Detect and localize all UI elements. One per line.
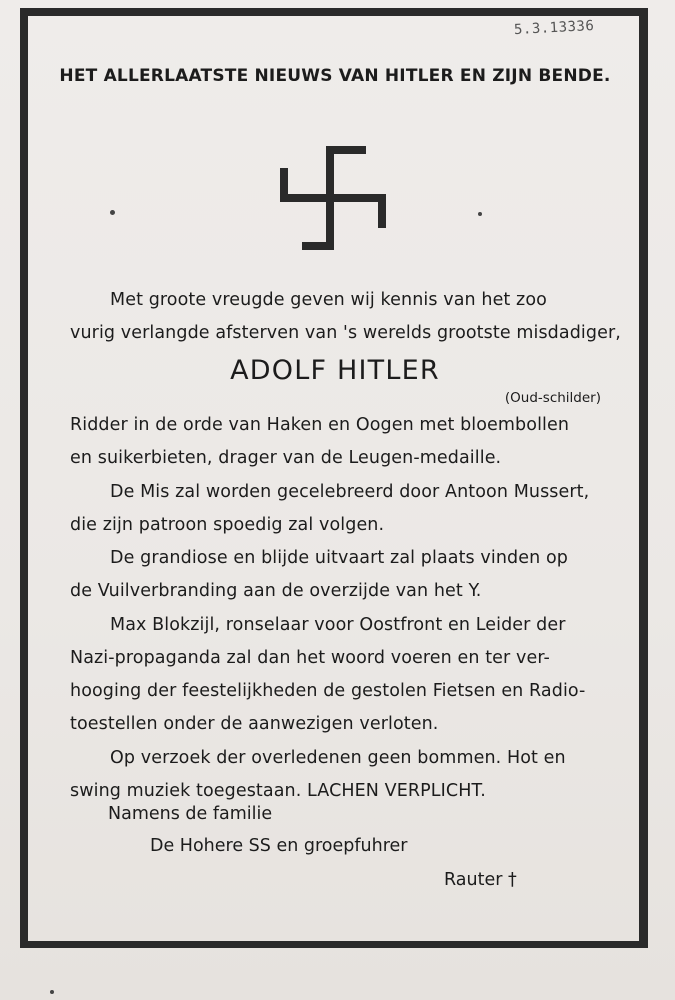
paper-speck [478,212,482,216]
paper-speck [110,210,115,215]
paragraph-line: swing muziek toegestaan. LACHEN VERPLICHT. [70,780,486,801]
paragraph-line: die zijn patroon spoedig zal volgen. [70,514,385,535]
headline: HET ALLERLAATSTE NIEUWS VAN HITLER EN ZIJN BENDE. [59,66,611,86]
paragraph-line: Max Blokzijl, ronselaar voor Oostfront en Leider der [110,614,566,635]
paragraph-line: De grandiose en blijde uitvaart zal plaats vinden op [110,548,568,568]
paper-speck [50,990,54,994]
signature-name: Rauter † [444,870,517,890]
archive-reference-number: 5.3.13336 [513,17,595,39]
paragraph-line: de Vuilverbranding aan de overzijde van het Y. [70,581,482,602]
paragraph-line: Nazi-propaganda zal dan het woord voeren en ter ver- [70,647,550,668]
paragraph-line: en suikerbieten, drager van de Leugen-medaille. [70,448,502,469]
swastika-icon [278,142,390,254]
paragraph-line: Ridder in de orde van Haken en Oogen met bloembollen [70,415,570,435]
signature-organisation: De Hohere SS en groepfuhrer [150,836,408,856]
paragraph-line: Op verzoek der overledenen geen bommen. Hot en [110,747,566,768]
intro-paragraph [70,284,621,351]
paragraph-line: hooging der feestelijkheden de gestolen Fietsen en Radio- [70,681,586,701]
signature-family: Namens de familie [108,804,273,824]
deceased-subtitle: (Oud-schilder) [504,390,601,406]
paragraph-line: De Mis zal worden gecelebreerd door Antoon Mussert, [110,481,590,502]
paragraph-line: toestellen onder de aanwezigen verloten. [70,714,439,735]
intro-line-1: Met groote vreugde geven wij kennis van het zoo [110,290,547,310]
intro-line-2: vurig verlangde afsterven van 's werelds grootste misdadiger, [70,323,621,344]
body-paragraphs [70,409,602,808]
deceased-name: ADOLF HITLER [230,355,440,386]
